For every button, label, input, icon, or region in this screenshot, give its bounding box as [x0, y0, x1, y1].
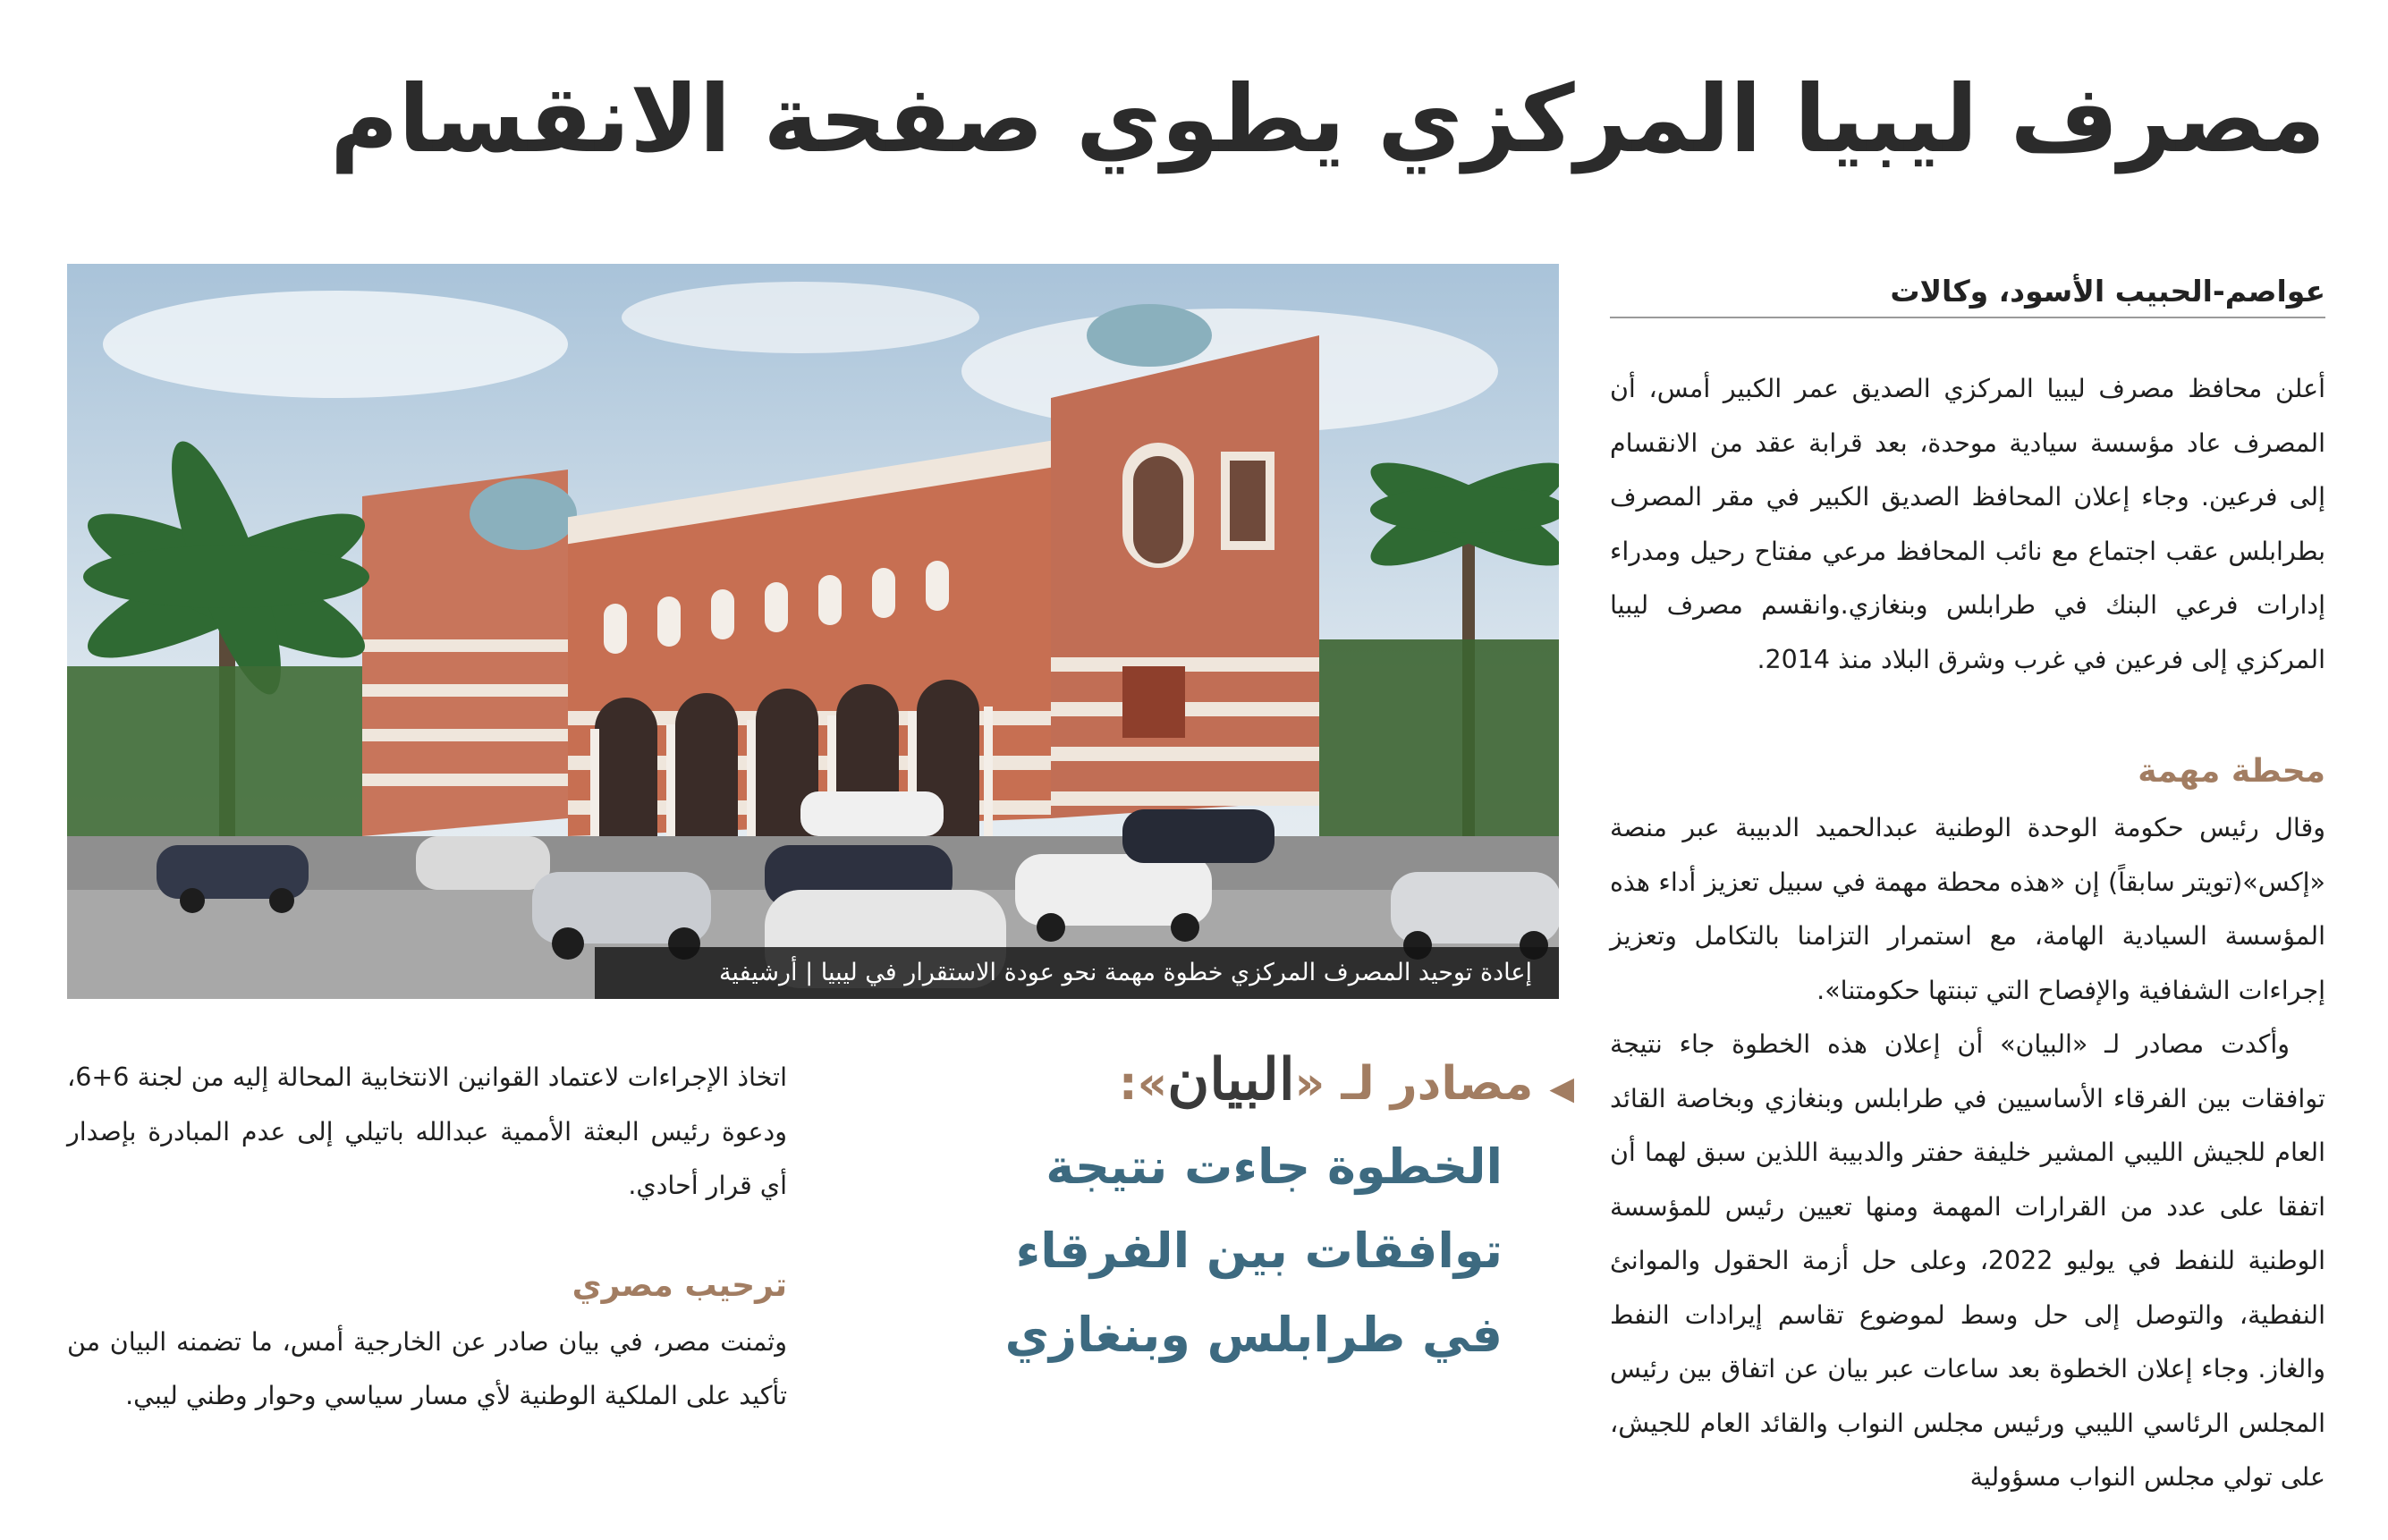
- subhead-egyptian-welcome: ترحيب مصري: [572, 1266, 787, 1304]
- photo-caption: إعادة توحيد المصرف المركزي خطوة مهمة نحو عودة الاستقرار في ليبيا | أرشيفية: [595, 947, 1559, 999]
- building-illustration: [67, 264, 1559, 999]
- pull-quote-source: [966, 1045, 1574, 1125]
- sources-paragraph: وأكدت مصادر لـ «البيان» أن إعلان هذه الخطوة جاء نتيجة توافقات بين الفرقاء الأساسيين في طرابلس وبنغازي وبخاصة القائد العام للجيش الليبي المشير خليفة حفتر والدبيبة اللذين سبق لهما أن اتفقا على عدد من القرارات المهمة ومنها تعيين رئيس للمؤسسة الوطنية للنفط في يوليو 2022، وعلى حل أزمة الحقول والموانئ النفطية، والتوصل إلى حل وسط لموضوع تقاسم إيرادات النفط والغاز. وجاء إعلان الخطوة بعد ساعات عبر بيان عن اتفاق بين رئيس المجلس الرئاسي الليبي ورئيس مجلس النواب والقائد العام للجيش، على تولي مجلس النواب مسؤولية: [1610, 1029, 2325, 1492]
- right-column: [1610, 362, 2325, 1505]
- pull-quote-source-suffix: »:: [1118, 1057, 1168, 1111]
- albayan-logo-text: البيان: [1167, 1046, 1295, 1113]
- left-column: [67, 1051, 787, 1424]
- dbeibah-statement-paragraph: وقال رئيس حكومة الوحدة الوطنية عبدالحميد الدبيبة عبر منصة «إكس»(تويتر سابقاً) إن «هذه محطة مهمة في سبيل تعزيز أداء هذه المؤسسة السيادية الهامة، مع استمرار التزامنا بالتكامل وتعزيز إجراءات الشفافية والإفصاح التي تبنتها حكومتنا».: [1610, 813, 2325, 1005]
- byline: عواصم-الحبيب الأسود، وكالات: [1610, 267, 2325, 318]
- pull-quote-source-prefix: مصادر لـ «: [1294, 1057, 1534, 1111]
- pull-quote-text: الخطوة جاءت نتيجة توافقات بين الفرقاء في طرابلس وبنغازي: [1004, 1138, 1503, 1363]
- egypt-paragraph: وثمنت مصر، في بيان صادر عن الخارجية أمس، ما تضمنه البيان من تأكيد على الملكية الوطنية لأي مسار سياسي وحوار وطني ليبي.: [67, 1326, 787, 1410]
- continuation-paragraph: اتخاذ الإجراءات لاعتماد القوانين الانتخابية المحالة إليه من لجنة 6+6، ودعوة رئيس البعثة الأممية عبدالله باتيلي إلى عدم المبادرة بإصدار أي قرار أحادي.: [67, 1062, 787, 1200]
- subhead-important-milestone: محطة مهمة: [2138, 753, 2325, 790]
- headline: مصرف ليبيا المركزي يطوي صفحة الانقسام: [330, 64, 2325, 173]
- pull-quote: [966, 1045, 1574, 1377]
- central-bank-photo: [67, 264, 1559, 999]
- triangle-bullet-icon: ◀: [1549, 1070, 1574, 1107]
- intro-paragraph: أعلن محافظ مصرف ليبيا المركزي الصديق عمر الكبير أمس، أن المصرف عاد مؤسسة سيادية موحدة، بعد قرابة عقد من الانقسام إلى فرعين. وجاء إعلان المحافظ الصديق الكبير في مقر المصرف بطرابلس عقب اجتماع مع نائب المحافظ مرعي مفتاح رحيل ومدراء إدارات فرعي البنك في طرابلس وبنغازي.وانقسم مصرف ليبيا المركزي إلى فرعين في غرب وشرق البلاد منذ 2014.: [1610, 374, 2325, 674]
